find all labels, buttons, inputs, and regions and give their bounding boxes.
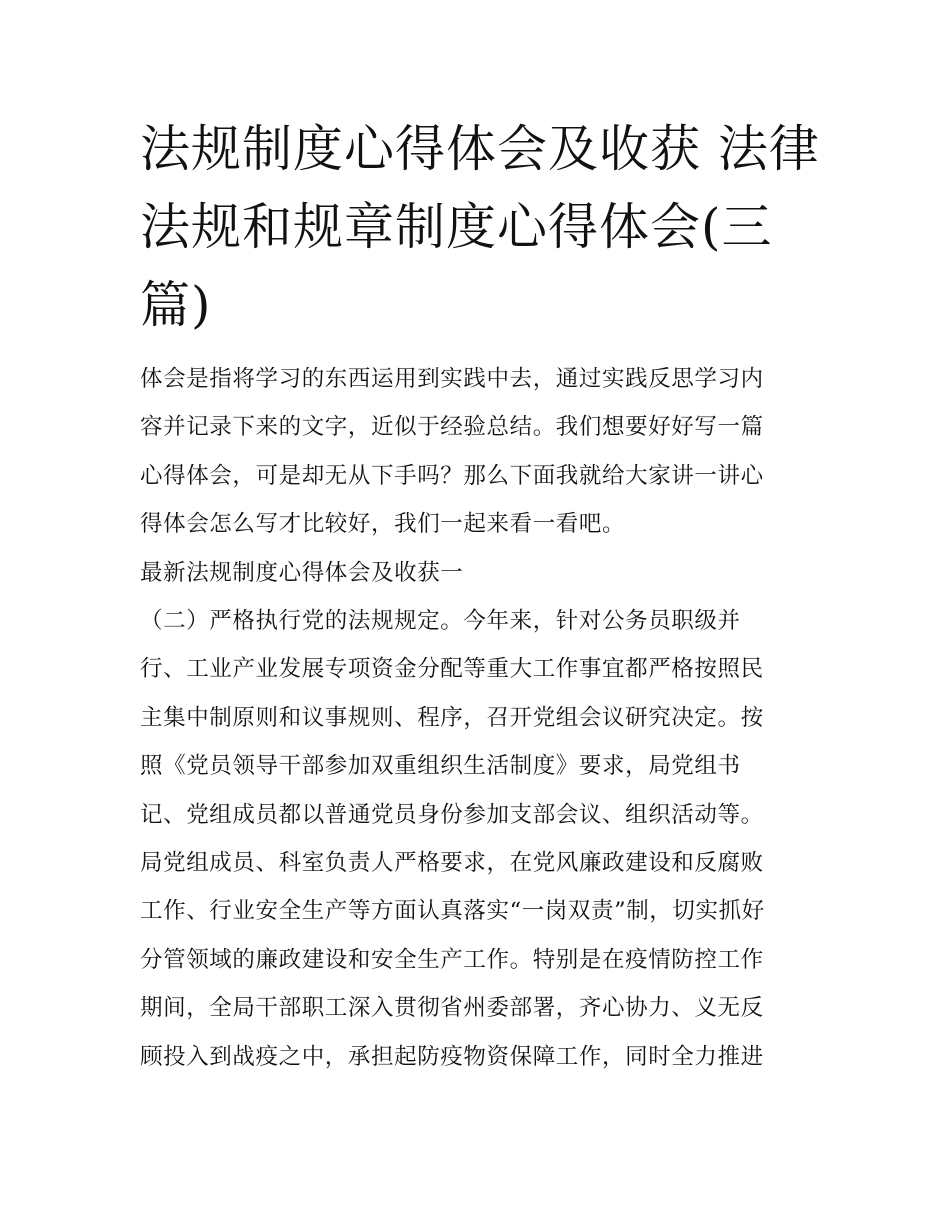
body-line: （二）严格执行党的法规规定。今年来，针对公务员职级并 [140, 608, 741, 635]
body-line: 行、工业产业发展专项资金分配等重大工作事宜都严格按照民 [140, 656, 764, 683]
body-line: 局党组成员、科室负责人严格要求，在党风廉政建设和反腐败 [140, 850, 764, 877]
intro-line: 得体会怎么写才比较好，我们一起来看一看吧。 [140, 511, 626, 538]
intro-line: 体会是指将学习的东西运用到实践中去，通过实践反思学习内 [140, 366, 764, 392]
body-line: 顾投入到战疫之中，承担起防疫物资保障工作，同时全力推进 [140, 1043, 764, 1070]
title-line: 法规和规章制度心得体会(三 [140, 198, 773, 256]
section-heading: 最新法规制度心得体会及收获一 [140, 559, 464, 586]
body-line: 期间，全局干部职工深入贯彻省州委部署，齐心协力、义无反 [140, 995, 764, 1022]
body-line: 记、党组成员都以普通党员身份参加支部会议、组织活动等。 [140, 801, 764, 828]
body-line: 照《党员领导干部参加双重组织生活制度》要求，局党组书 [140, 753, 741, 780]
body-line: 工作、行业安全生产等方面认真落实“一岗双责”制，切实抓好 [140, 898, 765, 925]
title-line: 篇) [140, 276, 212, 334]
document-body [140, 355, 820, 1081]
document-title [140, 110, 820, 344]
title-line: 法规制度心得体会及收获 法律 [140, 120, 820, 178]
intro-line: 容并记录下来的文字，近似于经验总结。我们想要好好写一篇 [140, 414, 764, 441]
body-line: 主集中制原则和议事规则、程序，召开党组会议研究决定。按 [140, 704, 764, 731]
intro-line: 心得体会，可是却无从下手吗？那么下面我就给大家讲一讲心 [140, 462, 764, 489]
body-line: 分管领域的廉政建设和安全生产工作。特别是在疫情防控工作 [140, 946, 764, 973]
